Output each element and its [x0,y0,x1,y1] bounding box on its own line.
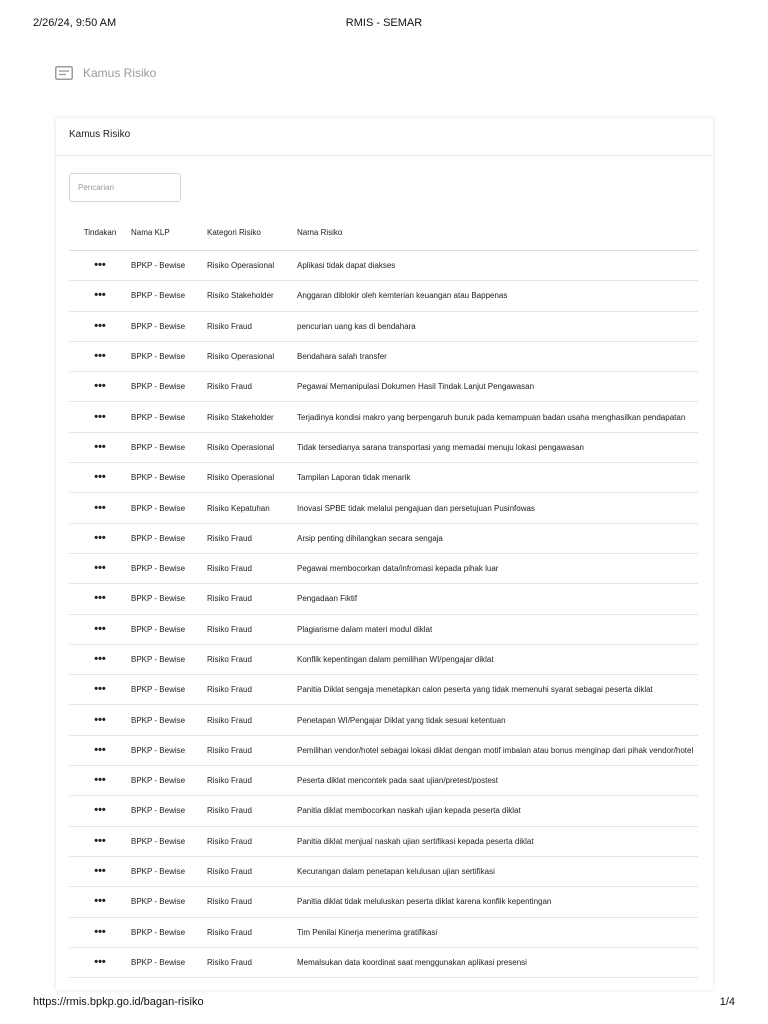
cell-category: Risiko Fraud [207,826,297,856]
cell-category: Risiko Fraud [207,735,297,765]
row-action-cell [69,523,131,553]
row-action-cell [69,251,131,281]
cell-risk: Konflik kepentingan dalam pemilihan WI/pengajar diklat [297,644,698,674]
table-row [69,463,698,493]
more-horizontal-icon[interactable]: ••• [94,865,106,878]
cell-category: Risiko Fraud [207,887,297,917]
more-horizontal-icon[interactable]: ••• [94,774,106,787]
more-horizontal-icon[interactable]: ••• [94,531,106,544]
cell-risk: Bendahara salah transfer [297,341,698,371]
cell-risk: Aplikasi tidak dapat diakses [297,251,698,281]
cell-risk: Peserta diklat mencontek pada saat ujian/pretest/postest [297,766,698,796]
cell-risk: Tampilan Laporan tidak menarik [297,463,698,493]
document-icon [55,66,73,80]
cell-risk: Pegawai membocorkan data/infromasi kepada pihak luar [297,553,698,583]
cell-klp: BPKP - Bewise [131,735,207,765]
row-action-cell [69,553,131,583]
cell-category: Risiko Stakeholder [207,402,297,432]
cell-risk: Panitia diklat tidak meluluskan peserta diklat karena konflik kepentingan [297,887,698,917]
table-row [69,826,698,856]
cell-risk: Pemilihan vendor/hotel sebagai lokasi diklat dengan motif imbalan atau bonus menginap dari pihak vendor/hotel [297,735,698,765]
cell-klp: BPKP - Bewise [131,311,207,341]
more-horizontal-icon[interactable]: ••• [94,319,106,332]
risk-table [69,214,698,978]
cell-klp: BPKP - Bewise [131,766,207,796]
row-action-cell [69,341,131,371]
cell-category: Risiko Fraud [207,614,297,644]
row-action-cell [69,856,131,886]
row-action-cell [69,311,131,341]
cell-klp: BPKP - Bewise [131,947,207,977]
row-action-cell [69,372,131,402]
search-wrap [56,156,713,202]
row-action-cell [69,463,131,493]
cell-category: Risiko Fraud [207,675,297,705]
row-action-cell [69,796,131,826]
cell-klp: BPKP - Bewise [131,614,207,644]
cell-klp: BPKP - Bewise [131,675,207,705]
more-horizontal-icon[interactable]: ••• [94,925,106,938]
print-url: https://rmis.bpkp.go.id/bagan-risiko [33,996,204,1008]
row-action-cell [69,584,131,614]
cell-klp: BPKP - Bewise [131,251,207,281]
cell-category: Risiko Fraud [207,917,297,947]
cell-risk: pencurian uang kas di bendahara [297,311,698,341]
table-row [69,341,698,371]
cell-klp: BPKP - Bewise [131,463,207,493]
cell-klp: BPKP - Bewise [131,281,207,311]
table-row [69,735,698,765]
cell-klp: BPKP - Bewise [131,493,207,523]
header-risk: Nama Risiko [297,214,698,251]
table-row [69,675,698,705]
cell-klp: BPKP - Bewise [131,553,207,583]
cell-klp: BPKP - Bewise [131,584,207,614]
cell-risk: Anggaran diblokir oleh kemterian keuangan atau Bappenas [297,281,698,311]
row-action-cell [69,766,131,796]
cell-klp: BPKP - Bewise [131,917,207,947]
table-row [69,372,698,402]
table-row [69,311,698,341]
header-action: Tindakan [69,214,131,251]
more-horizontal-icon[interactable]: ••• [94,440,106,453]
cell-klp: BPKP - Bewise [131,432,207,462]
table-row [69,887,698,917]
cell-category: Risiko Fraud [207,796,297,826]
print-datetime: 2/26/24, 9:50 AM [33,17,117,29]
more-horizontal-icon[interactable]: ••• [94,259,106,272]
row-action-cell [69,735,131,765]
cell-klp: BPKP - Bewise [131,856,207,886]
row-action-cell [69,826,131,856]
cell-category: Risiko Operasional [207,463,297,493]
cell-risk: Inovasi SPBE tidak melalui pengajuan dan persetujuan Pusinfowas [297,493,698,523]
row-action-cell [69,493,131,523]
cell-klp: BPKP - Bewise [131,402,207,432]
cell-risk: Memalsukan data koordinat saat menggunakan aplikasi presensi [297,947,698,977]
cell-category: Risiko Fraud [207,947,297,977]
cell-klp: BPKP - Bewise [131,705,207,735]
row-action-cell [69,705,131,735]
table-row [69,705,698,735]
row-action-cell [69,887,131,917]
cell-category: Risiko Operasional [207,432,297,462]
cell-risk: Panitia diklat menjual naskah ujian sertifikasi kepada peserta diklat [297,826,698,856]
print-page-title: RMIS - SEMAR [345,17,423,29]
table-row [69,766,698,796]
more-horizontal-icon[interactable]: ••• [94,653,106,665]
more-horizontal-icon[interactable]: ••• [94,350,106,363]
table-row [69,553,698,583]
header-klp: Nama KLP [131,214,207,251]
card-title: Kamus Risiko [56,118,713,156]
cell-risk: Terjadinya kondisi makro yang berpengaruh buruk pada kemampuan badan usaha menghasilkan pendapatan [297,402,698,432]
cell-risk: Arsip penting dihilangkan secara sengaja [297,523,698,553]
page-heading-text: Kamus Risiko [83,66,157,80]
row-action-cell [69,917,131,947]
table-row [69,432,698,462]
search-input[interactable] [69,173,181,202]
cell-category: Risiko Fraud [207,856,297,886]
table-row [69,947,698,977]
table-row [69,584,698,614]
more-horizontal-icon[interactable]: ••• [94,501,106,514]
more-horizontal-icon[interactable]: ••• [94,713,106,726]
cell-category: Risiko Fraud [207,523,297,553]
table-row [69,796,698,826]
table-row [69,281,698,311]
cell-category: Risiko Operasional [207,341,297,371]
more-horizontal-icon[interactable]: ••• [94,804,106,817]
cell-klp: BPKP - Bewise [131,523,207,553]
cell-risk: Pegawai Memanipulasi Dokumen Hasil Tindak Lanjut Pengawasan [297,372,698,402]
cell-klp: BPKP - Bewise [131,341,207,371]
row-action-cell [69,614,131,644]
table-body [69,251,698,978]
table-row [69,251,698,281]
more-horizontal-icon[interactable]: ••• [94,471,106,484]
table-header-row [69,214,698,251]
more-horizontal-icon[interactable]: ••• [94,592,106,605]
more-horizontal-icon[interactable]: ••• [94,834,106,847]
row-action-cell [69,947,131,977]
more-horizontal-icon[interactable]: ••• [94,289,106,302]
row-action-cell [69,402,131,432]
row-action-cell [69,644,131,674]
cell-risk: Tidak tersedianya sarana transportasi yang memadai menuju lokasi pengawasan [297,432,698,462]
more-horizontal-icon[interactable]: ••• [94,380,106,393]
cell-category: Risiko Fraud [207,372,297,402]
cell-category: Risiko Operasional [207,251,297,281]
cell-klp: BPKP - Bewise [131,887,207,917]
kamus-risiko-card [56,118,713,990]
cell-category: Risiko Stakeholder [207,281,297,311]
cell-risk: Tim Penilai Kinerja menerima gratifikasi [297,917,698,947]
table-row [69,917,698,947]
cell-category: Risiko Fraud [207,644,297,674]
cell-category: Risiko Fraud [207,553,297,583]
cell-klp: BPKP - Bewise [131,796,207,826]
more-horizontal-icon[interactable]: ••• [94,622,106,635]
more-horizontal-icon[interactable]: ••• [94,562,106,575]
cell-klp: BPKP - Bewise [131,826,207,856]
more-horizontal-icon[interactable]: ••• [94,895,106,908]
more-horizontal-icon[interactable]: ••• [94,743,106,756]
cell-risk: Penetapan WI/Pengajar Diklat yang tidak sesuai ketentuan [297,705,698,735]
table-row [69,856,698,886]
row-action-cell [69,432,131,462]
cell-risk: Panitia Diklat sengaja menetapkan calon peserta yang tidak memenuhi syarat sebagai peserta diklat [297,675,698,705]
row-action-cell [69,675,131,705]
table-row [69,523,698,553]
more-horizontal-icon[interactable]: ••• [94,683,106,696]
cell-category: Risiko Fraud [207,311,297,341]
row-action-cell [69,281,131,311]
page-heading [55,66,156,80]
table-row [69,402,698,432]
table-row [69,644,698,674]
cell-risk: Kecurangan dalam penetapan kelulusan ujian sertifikasi [297,856,698,886]
cell-klp: BPKP - Bewise [131,644,207,674]
more-horizontal-icon[interactable]: ••• [94,410,106,423]
cell-risk: Pengadaan Fiktif [297,584,698,614]
table-row [69,614,698,644]
cell-risk: Panitia diklat membocorkan naskah ujian kepada peserta diklat [297,796,698,826]
cell-risk: Plagiarisme dalam materi modul diklat [297,614,698,644]
more-horizontal-icon[interactable]: ••• [94,955,106,968]
cell-category: Risiko Fraud [207,766,297,796]
table-row [69,493,698,523]
cell-category: Risiko Kepatuhan [207,493,297,523]
header-category: Kategori Risiko [207,214,297,251]
print-page-number: 1/4 [719,996,735,1008]
cell-klp: BPKP - Bewise [131,372,207,402]
cell-category: Risiko Fraud [207,705,297,735]
cell-category: Risiko Fraud [207,584,297,614]
